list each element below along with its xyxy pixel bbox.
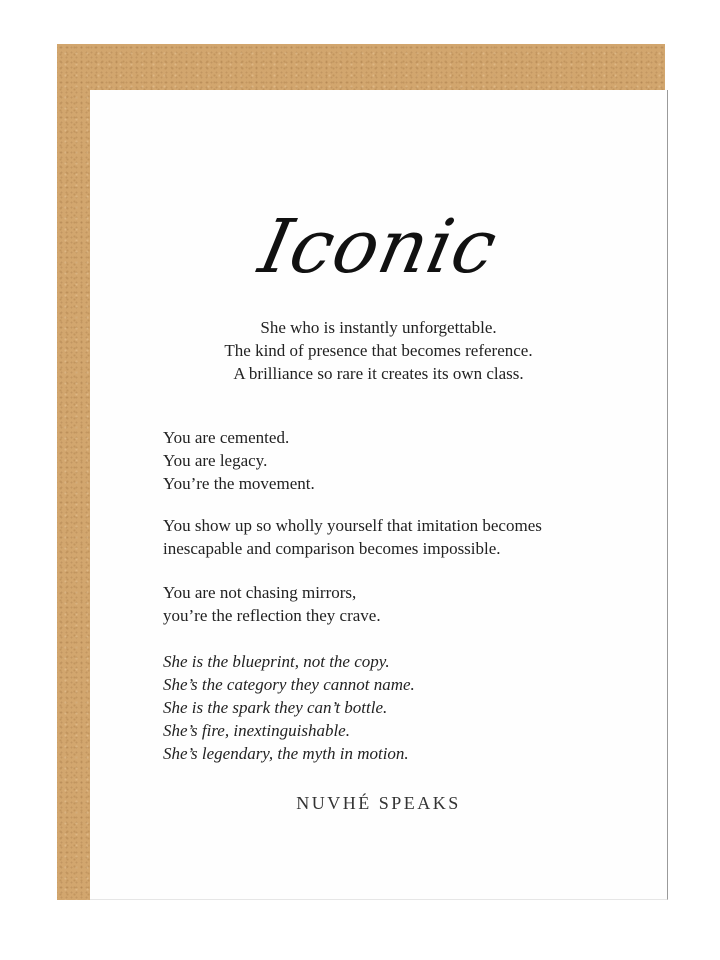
poem-line: She is the spark they can’t bottle. bbox=[163, 698, 388, 717]
author-signature: NUVHÉ SPEAKS bbox=[296, 793, 461, 813]
intro-line: The kind of presence that becomes reference. bbox=[224, 341, 533, 360]
poem-line: you’re the reflection they crave. bbox=[163, 606, 381, 625]
poem-line: You show up so wholly yourself that imitation becomes bbox=[163, 516, 542, 535]
card-title: Iconic bbox=[252, 204, 505, 290]
intro-line: A brilliance so rare it creates its own class. bbox=[233, 364, 524, 383]
poem-line: You are not chasing mirrors, bbox=[163, 583, 357, 602]
stanza-mirrors bbox=[163, 581, 381, 627]
poem-line: She’s legendary, the myth in motion. bbox=[163, 744, 409, 763]
intro-line: She who is instantly unforgettable. bbox=[260, 318, 497, 337]
stanza-she-is bbox=[163, 650, 415, 765]
poem-line: She’s the category they cannot name. bbox=[163, 675, 415, 694]
stanza-imitation bbox=[163, 514, 542, 560]
poem-line: You are cemented. bbox=[163, 428, 290, 447]
greeting-card bbox=[90, 90, 668, 900]
poem-line: She is the blueprint, not the copy. bbox=[163, 652, 390, 671]
poem-line: You are legacy. bbox=[163, 451, 268, 470]
poem-line: You’re the movement. bbox=[163, 474, 315, 493]
poem-line: inescapable and comparison becomes impossible. bbox=[163, 539, 501, 558]
card-intro bbox=[90, 316, 667, 385]
poem-line: She’s fire, inextinguishable. bbox=[163, 721, 350, 740]
stanza-legacy bbox=[163, 426, 315, 495]
